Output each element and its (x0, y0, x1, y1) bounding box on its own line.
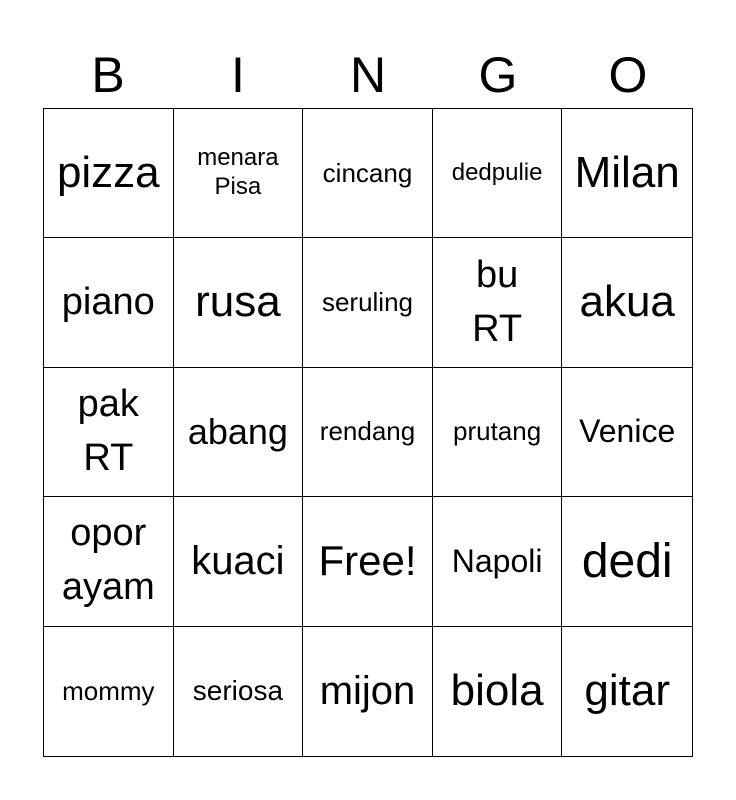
cell-text: abang (187, 410, 288, 452)
cell-text: biola (450, 666, 544, 716)
cell-text: bu RT (472, 253, 523, 350)
cell-text: pizza (56, 148, 160, 198)
header-letter-g: G (478, 47, 518, 103)
bingo-cell[interactable] (433, 368, 563, 497)
cell-text: pak RT (77, 383, 139, 479)
bingo-cell[interactable] (562, 109, 692, 238)
cell-text: opor ayam (61, 512, 155, 609)
bingo-cell[interactable] (44, 109, 174, 238)
bingo-cell[interactable] (433, 109, 563, 238)
header-letter-b: B (91, 47, 125, 103)
cell-text: rendang (319, 416, 416, 447)
cell-text: dedi (581, 534, 673, 588)
cell-text: Venice (579, 413, 676, 450)
cell-text: cincang (322, 157, 413, 188)
bingo-cell[interactable] (44, 497, 174, 626)
bingo-cell[interactable] (303, 627, 433, 756)
cell-text: Napoli (451, 542, 543, 579)
bingo-cell[interactable] (44, 238, 174, 367)
cell-text: mijon (319, 668, 416, 713)
bingo-cell[interactable] (174, 368, 304, 497)
cell-text: dedpulie (451, 158, 543, 186)
bingo-cell[interactable] (303, 109, 433, 238)
header-letter-n: N (349, 47, 387, 103)
cell-text: seruling (321, 287, 414, 317)
bingo-cell[interactable] (562, 627, 692, 756)
cell-text: piano (61, 280, 155, 323)
bingo-cell[interactable] (303, 368, 433, 497)
bingo-cell[interactable] (433, 238, 563, 367)
bingo-cell[interactable] (303, 238, 433, 367)
bingo-cell[interactable] (174, 627, 304, 756)
bingo-board (43, 108, 693, 757)
cell-text: akua (579, 277, 675, 327)
bingo-cell[interactable] (303, 497, 433, 626)
bingo-cell[interactable] (44, 627, 174, 756)
bingo-cell[interactable] (433, 497, 563, 626)
bingo-cell[interactable] (44, 368, 174, 497)
cell-text: Milan (574, 148, 680, 198)
cell-text: kuaci (191, 538, 285, 583)
bingo-cell[interactable] (562, 368, 692, 497)
cell-text: prutang (453, 416, 542, 447)
cell-text: rusa (195, 277, 281, 327)
bingo-cell[interactable] (174, 109, 304, 238)
bingo-header (43, 42, 693, 108)
bingo-cell[interactable] (562, 497, 692, 626)
bingo-cell[interactable] (174, 238, 304, 367)
cell-text: menara Pisa (197, 144, 279, 201)
cell-text: gitar (584, 666, 670, 716)
cell-text: Free! (318, 537, 417, 585)
bingo-cell[interactable] (562, 238, 692, 367)
cell-text: mommy (62, 675, 155, 706)
header-letter-i: I (231, 47, 245, 103)
bingo-cell[interactable] (174, 497, 304, 626)
bingo-cell[interactable] (433, 627, 563, 756)
cell-text: seriosa (192, 675, 284, 707)
header-letter-o: O (608, 47, 648, 103)
